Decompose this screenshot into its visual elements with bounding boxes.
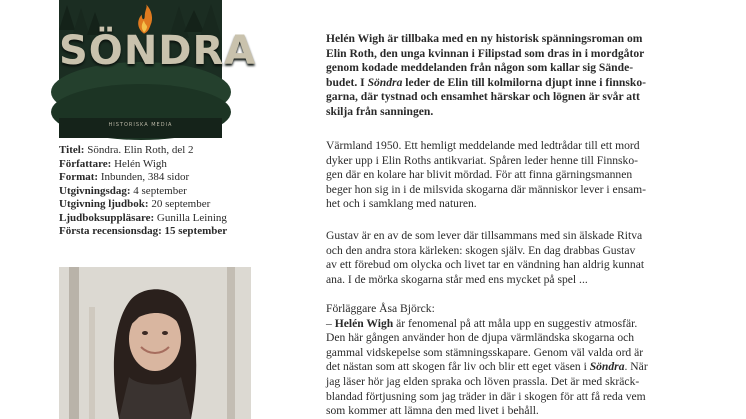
text-line: som kommer att lämna den med livet i behåll.	[326, 404, 539, 418]
quote-header: Förläggare Åsa Björck:	[326, 302, 435, 315]
text-line: dyker upp i Elin Roths antikvariat. Spåren leder henne till Finnsko-	[326, 153, 639, 167]
text-line: Gustav är en av de som lever där tillsammans med sin älskade Ritva	[326, 229, 643, 242]
intro-line: Helén Wigh är tillbaka med en ny historisk spänningsroman om	[326, 32, 643, 45]
intro-line: genom kodade meddelanden från någon som kallar sig Sände-	[326, 61, 634, 75]
intro-paragraph	[326, 32, 698, 120]
text-line: jag läser hör jag elden spraka och löven prassla. Det är med skräck-	[326, 374, 640, 388]
intro-line: Elin Roth, den unga kvinnan i Filipstad som dras in i mordgåtor	[326, 46, 645, 60]
body-paragraph-1	[326, 139, 698, 212]
text-line: gen där en kolare har blivit mördad. För att finna gärningsmannen	[326, 168, 633, 182]
text-line: det nästan som att skogen får liv och blir ett eget väsen i Söndra. När	[326, 360, 648, 374]
body-paragraph-2	[326, 229, 698, 287]
intro-line: budet. I Söndra leder de Elin till kolmilorna djupt inne i finnsko-	[326, 75, 646, 89]
meta-row-title: Titel: Söndra. Elin Roth, del 2	[59, 144, 194, 156]
author-photo	[59, 267, 251, 419]
cover-title: SÖNDRA	[59, 28, 257, 74]
text-line: blandad förtjusning som jag träder in där i skogen för att få reda vem	[326, 389, 646, 403]
text-line: Den här gången använder hon de djupa värmländska skogarna och	[326, 331, 635, 345]
book-cover	[59, 0, 257, 138]
publisher-quote	[326, 302, 698, 419]
author-name-emphasis: Helén Wigh	[334, 316, 394, 330]
meta-row-audiobook: Utgivning ljudbok: 20 september	[59, 198, 211, 210]
text-line: ana. I de mörka skogarna står med ens mycket på spel ...	[326, 272, 588, 286]
intro-line: skilja från sanningen.	[326, 104, 434, 118]
book-metadata	[59, 144, 259, 239]
text-line: beger hon sig in i de milsvida skogarna där människor lever i ensam-	[326, 182, 647, 196]
author-portrait	[59, 267, 251, 419]
meta-row-review-date: Första recensionsdag: 15 september	[59, 225, 228, 237]
text-line: het och i samklang med naturen.	[326, 197, 477, 211]
meta-row-format: Format: Inbunden, 384 sidor	[59, 171, 190, 183]
text-line: och den andra stora kärleken: skogen själv. En dag drabbas Gustav	[326, 243, 636, 257]
book-title-emphasis: Söndra	[367, 75, 403, 89]
text-line: gammal vidskepelse som stämningsskapare. Genom väl valda ord är	[326, 345, 644, 359]
intro-line: garna, där tystnad och ensamhet härskar och lögnen är svår att	[326, 90, 640, 104]
meta-row-author: Författare: Helén Wigh	[59, 157, 167, 170]
text-line: – Helén Wigh är fenomenal på att måla upp en suggestiv atmosfär.	[326, 316, 638, 330]
text-line: Värmland 1950. Ett hemligt meddelande med ledtrådar till ett mord	[326, 139, 640, 152]
meta-row-release: Utgivningsdag: 4 september	[59, 184, 187, 197]
meta-row-narrator: Ljudboksuppläsare: Gunilla Leining	[59, 211, 227, 224]
book-title-emphasis: Söndra	[589, 360, 625, 374]
cover-publisher: HISTORISKA MEDIA	[108, 122, 173, 128]
text-line: av ett förebud om olycka och livet tar en vändning han aldrig kunnat	[326, 258, 645, 272]
